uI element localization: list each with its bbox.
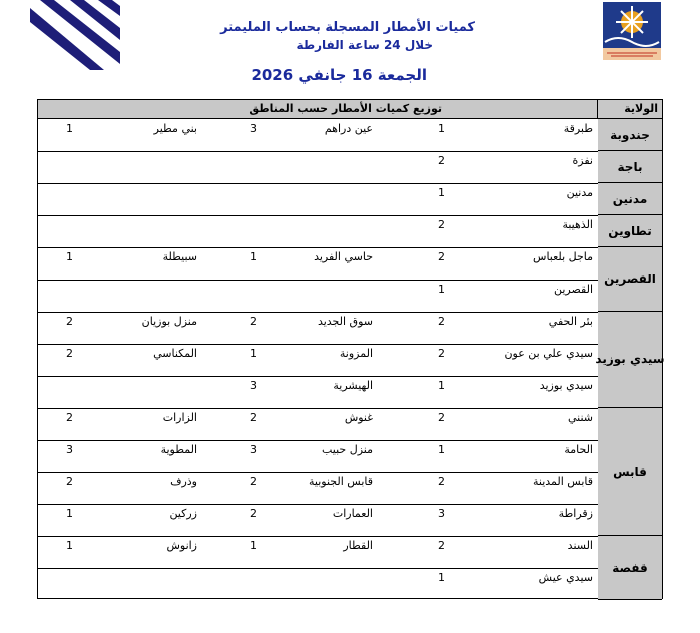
station-name: شنني (567, 410, 593, 424)
station-name: عين دراهم (324, 122, 373, 135)
rainfall-table (37, 99, 663, 599)
rainfall-value: 1 (66, 539, 73, 553)
station-name: المكناسي (153, 346, 197, 360)
governorate-name: مدنين (612, 191, 648, 206)
station-name: العمارات (332, 507, 373, 521)
rainfall-value: 1 (66, 507, 73, 521)
row-divider (38, 504, 598, 505)
row-divider (38, 568, 598, 569)
station-name: نفزة (572, 154, 593, 168)
report-date: الجمعة 16 جانفي 2026 (251, 66, 427, 84)
row-divider (38, 344, 598, 345)
row-divider (38, 472, 598, 473)
rainfall-value: 2 (438, 250, 445, 264)
rainfall-value: 2 (250, 314, 257, 328)
station-name: زانوش (166, 539, 197, 553)
station-name: السند (567, 539, 593, 553)
rainfall-value: 1 (66, 250, 73, 264)
rainfall-value: 1 (250, 346, 257, 360)
station-name: القطار (343, 539, 373, 553)
row-divider (38, 536, 598, 537)
report-subtitle: خلال 24 ساعة الفارطة (296, 38, 433, 52)
governorate-cell (598, 215, 662, 247)
station-name: غنوش (344, 410, 373, 424)
station-name: الهيشرية (333, 378, 373, 392)
inm-logo (603, 2, 661, 60)
row-divider (38, 280, 598, 281)
station-name: بني مطير (153, 122, 197, 135)
rainfall-value: 2 (66, 475, 73, 489)
station-name: منزل حبيب (321, 443, 373, 456)
station-name: قابس الجنوبية (309, 475, 373, 489)
rainfall-value: 1 (438, 122, 445, 135)
governorate-name: تطاوين (608, 223, 652, 238)
rainfall-value: 2 (438, 475, 445, 489)
station-name: وذرف (170, 475, 197, 489)
governorate-name: قابس (613, 464, 647, 479)
distribution-header: توزيع كميات الأمطار حسب المناطق (38, 100, 598, 119)
governorate-cell (595, 312, 665, 408)
station-name: بئر الحفي (548, 314, 593, 328)
governorate-cell (598, 119, 662, 151)
station-name: قابس المدينة (532, 475, 593, 489)
rainfall-value: 2 (438, 314, 445, 328)
rainfall-value: 2 (250, 475, 257, 489)
rainfall-value: 1 (250, 539, 257, 553)
rainfall-value: 2 (438, 410, 445, 424)
station-name: سبيطلة (162, 250, 197, 264)
station-name: سوق الجديد (317, 314, 373, 328)
station-name: الذهيبة (562, 218, 593, 232)
governorate-cell (598, 151, 662, 183)
governorate-name: قفصة (612, 560, 648, 575)
rainfall-value: 2 (250, 507, 257, 521)
station-name: القصرين (553, 282, 593, 296)
report-title: كميات الأمطار المسجلة بحساب المليمتر (220, 20, 475, 35)
station-name: سيدي عيش (538, 571, 593, 585)
station-name: الزارات (162, 410, 197, 424)
diagonal-stripes-decoration (30, 0, 120, 70)
row-divider (38, 312, 598, 313)
rainfall-value: 3 (250, 443, 257, 456)
rainfall-value: 2 (438, 346, 445, 360)
station-name: المزونة (339, 346, 373, 360)
station-name: زقراطة (558, 507, 593, 521)
rainfall-value: 2 (438, 218, 445, 232)
governorate-cell (598, 536, 662, 600)
rainfall-value: 2 (66, 410, 73, 424)
rainfall-value: 1 (438, 186, 445, 200)
row-divider (38, 215, 598, 216)
row-divider (38, 408, 598, 409)
station-name: طبرقة (563, 122, 593, 135)
station-name: ماجل بلعباس (533, 250, 593, 264)
governorate-cell (598, 247, 662, 311)
governorate-cell (598, 408, 662, 536)
governorate-name: باجة (617, 159, 643, 174)
station-name: المطوية (160, 443, 197, 456)
rainfall-value: 1 (250, 250, 257, 264)
row-divider (38, 440, 598, 441)
row-divider (38, 376, 598, 377)
station-name: زركين (169, 507, 197, 521)
rainfall-value: 1 (438, 378, 445, 392)
rainfall-value: 1 (66, 122, 73, 135)
governorate-header: الولاية (598, 100, 662, 119)
station-name: سيدي بوزيد (539, 378, 593, 392)
station-name: منزل بوزيان (141, 314, 197, 328)
rainfall-value: 2 (438, 154, 445, 168)
governorate-name: سيدي بوزيد (595, 352, 665, 367)
governorate-name: القصرين (604, 271, 656, 286)
rainfall-value: 2 (438, 539, 445, 553)
station-name: الحامة (564, 443, 593, 456)
row-divider (38, 247, 598, 248)
rainfall-value: 2 (66, 314, 73, 328)
governorate-cell (598, 183, 662, 215)
station-name: مدنين (566, 186, 593, 200)
row-divider (38, 183, 598, 184)
governorate-name: جندوبة (610, 127, 650, 142)
rainfall-value: 3 (250, 122, 257, 135)
station-name: سيدي علي بن عون (504, 346, 593, 360)
rainfall-value: 3 (66, 443, 73, 456)
station-name: حاسي الفريد (314, 250, 373, 264)
rainfall-value: 3 (438, 507, 445, 521)
rainfall-value: 1 (438, 282, 445, 296)
rainfall-value: 3 (250, 378, 257, 392)
row-divider (38, 151, 598, 152)
rainfall-value: 2 (66, 346, 73, 360)
rainfall-value: 1 (438, 443, 445, 456)
rainfall-value: 2 (250, 410, 257, 424)
rainfall-value: 1 (438, 571, 445, 585)
